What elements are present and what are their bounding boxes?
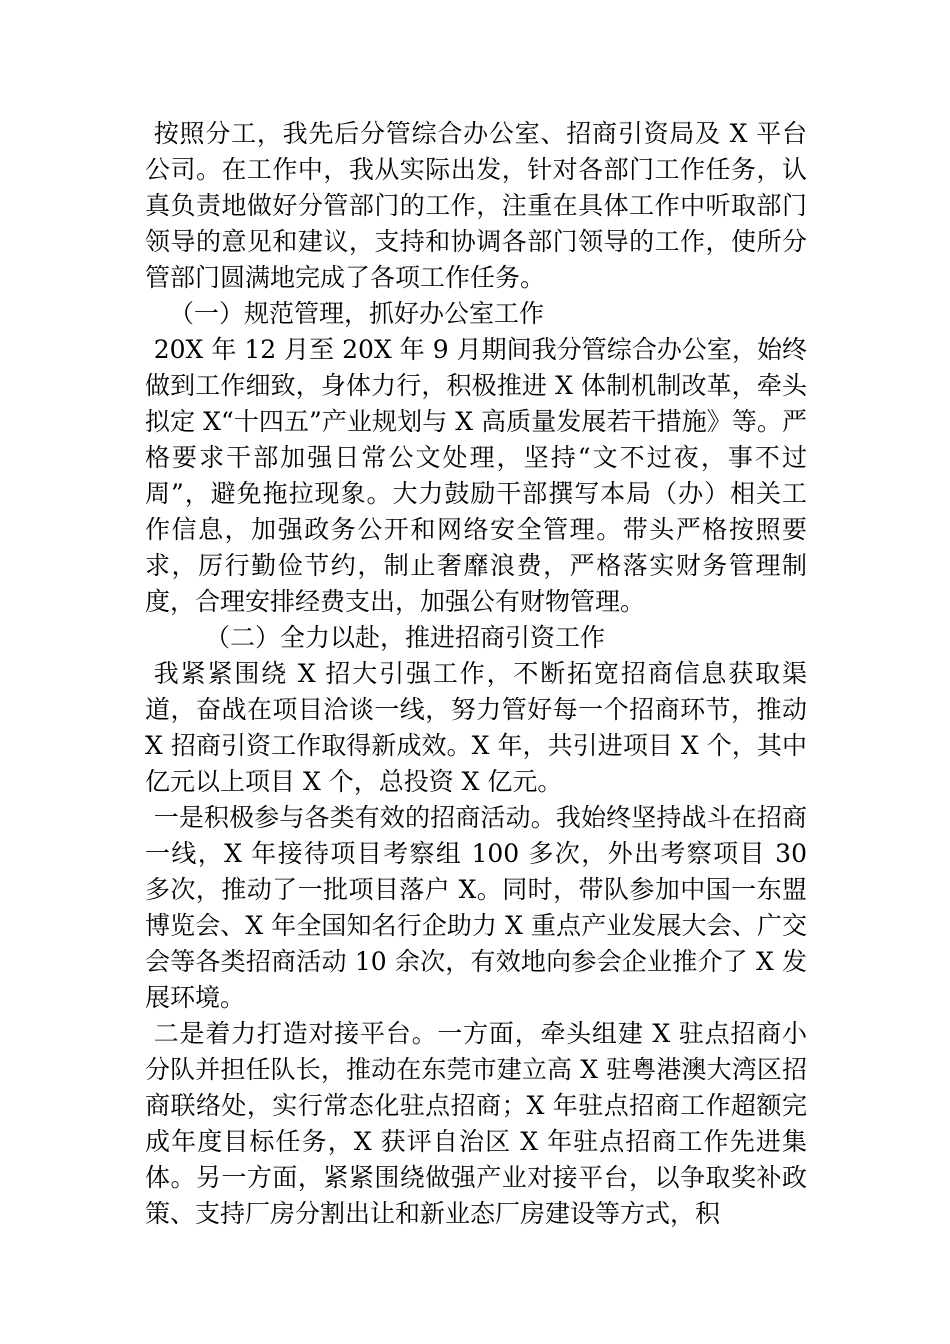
- section-heading-1: （一）规范管理，抓好办公室工作: [169, 299, 545, 328]
- paragraph-investment-activities: 一是积极参与各类有效的招商活动。我始终坚持战斗在招商一线，X 年接待项目考察组 100 多次，外出考察项目 30 多次，推动了一批项目落户 X。同时，带队参加中国一东盟博览会、X 年全国知名行企助力 X 重点产业发展大会、广交会等各类招商活动 10 余次，有效地向参会企业推介了 X 发展环境。: [145, 803, 807, 1012]
- paragraph-investment-overview: 我紧紧围绕 X 招大引强工作，不断拓宽招商信息获取渠道，奋战在项目洽谈一线，努力管好每一个招商环节，推动 X 招商引资工作取得新成效。X 年，共引进项目 X 个，其中亿元以上项目 X 个，总投资 X 亿元。: [145, 659, 807, 796]
- paragraph-intro: 按照分工，我先后分管综合办公室、招商引资局及 X 平台公司。在工作中，我从实际出发，针对各部门工作任务，认真负责地做好分管部门的工作，注重在具体工作中听取部门领导的意见和建议，支持和协调各部门领导的工作，使所分管部门圆满地完成了各项工作任务。: [145, 119, 807, 292]
- document-page: [145, 116, 807, 1232]
- paragraph-office-work: 20X 年 12 月至 20X 年 9 月期间我分管综合办公室，始终做到工作细致，身体力行，积极推进 X 体制机制改革，牵头拟定 X“十四五”产业规划与 X 高质量发展若干措施》等。严格要求干部加强日常公文处理，坚持“文不过夜，事不过周”，避免拖拉现象。大力鼓励干部撰写本局（办）相关工作信息，加强政务公开和网络安全管理。带头严格按照要求，厉行勤俭节约，制止奢靡浪费，严格落实财务管理制度，合理安排经费支出，加强公有财物管理。: [145, 335, 807, 616]
- section-heading-2: （二）全力以赴，推进招商引资工作: [205, 623, 606, 652]
- paragraph-docking-platform: 二是着力打造对接平台。一方面，牵头组建 X 驻点招商小分队并担任队长，推动在东莞市建立高 X 驻粤港澳大湾区招商联络处，实行常态化驻点招商；X 年驻点招商工作超额完成年度目标任务，X 获评自治区 X 年驻点招商工作先进集体。另一方面，紧紧围绕做强产业对接平台，以争取奖补政策、支持厂房分割出让和新业态厂房建设等方式，积: [145, 1019, 807, 1228]
